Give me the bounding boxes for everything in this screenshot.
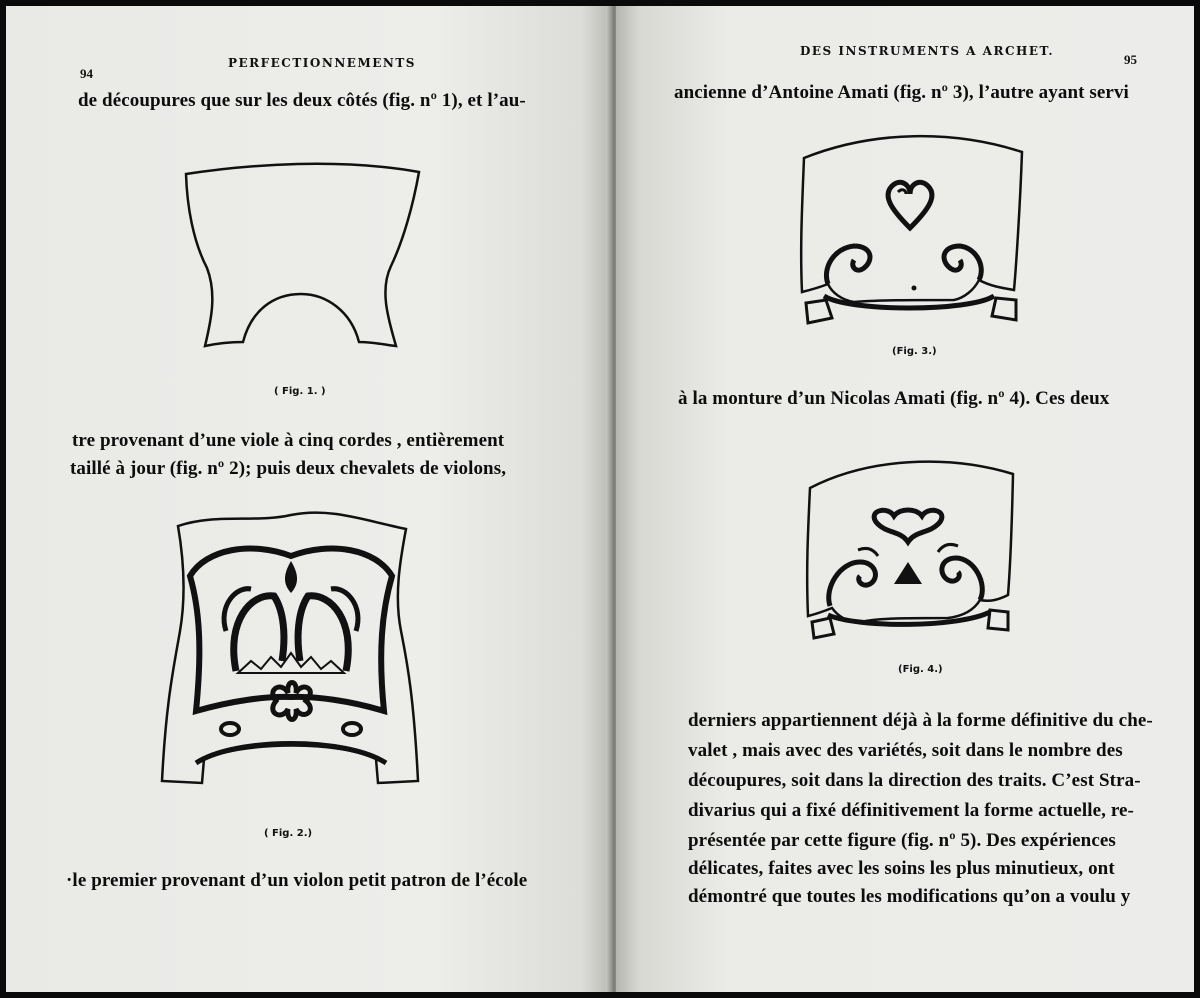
text-line: derniers appartiennent déjà à la forme définitive du che- xyxy=(688,710,1153,731)
running-head-left: PERFECTIONNEMENTS xyxy=(228,56,416,70)
text-line: valet , mais avec des variétés, soit dans le nombre des xyxy=(688,740,1123,761)
text-line: découpures, soit dans la direction des traits. C’est Stra- xyxy=(688,770,1141,791)
figure-4-caption: (Fig. 4.) xyxy=(898,664,943,675)
figure-1-caption: ( Fig. 1. ) xyxy=(274,386,326,397)
page-number-right: 95 xyxy=(1124,52,1137,67)
text-line: démontré que toutes les modifications qu’on a voulu y xyxy=(688,886,1131,907)
text-line: taillé à jour (fig. nº 2); puis deux chevalets de violons, xyxy=(70,458,507,479)
left-page xyxy=(6,6,612,992)
text-line: tre provenant d’une viole à cinq cordes , entièrement xyxy=(72,430,505,451)
figure-1-bridge-drawing xyxy=(181,146,426,356)
text-line: divarius qui a fixé définitivement la forme actuelle, re- xyxy=(688,800,1134,821)
figure-3-amati-bridge-drawing xyxy=(794,128,1029,333)
figure-4-nicolas-amati-bridge-drawing xyxy=(798,450,1023,640)
figure-2-caption: ( Fig. 2.) xyxy=(264,828,313,839)
page-number-left: 94 xyxy=(80,66,93,81)
text-line: ·le premier provenant d’un violon petit patron de l’école xyxy=(66,870,528,891)
text-line: ancienne d’Antoine Amati (fig. nº 3), l’autre ayant servi xyxy=(674,82,1129,103)
text-line: présentée par cette figure (fig. nº 5). Des expériences xyxy=(688,830,1116,851)
figure-2-viole-bridge-drawing xyxy=(156,501,426,801)
running-head-right: DES INSTRUMENTS A ARCHET. xyxy=(800,44,1055,58)
text-line: à la monture d’un Nicolas Amati (fig. nº 4). Ces deux xyxy=(678,388,1110,409)
text-line: de découpures que sur les deux côtés (fig. nº 1), et l’au- xyxy=(78,90,526,111)
right-page xyxy=(616,6,1194,992)
book-spread xyxy=(6,6,1194,992)
text-line: délicates, faites avec les soins les plus minutieux, ont xyxy=(688,858,1115,879)
figure-3-caption: (Fig. 3.) xyxy=(892,346,937,357)
